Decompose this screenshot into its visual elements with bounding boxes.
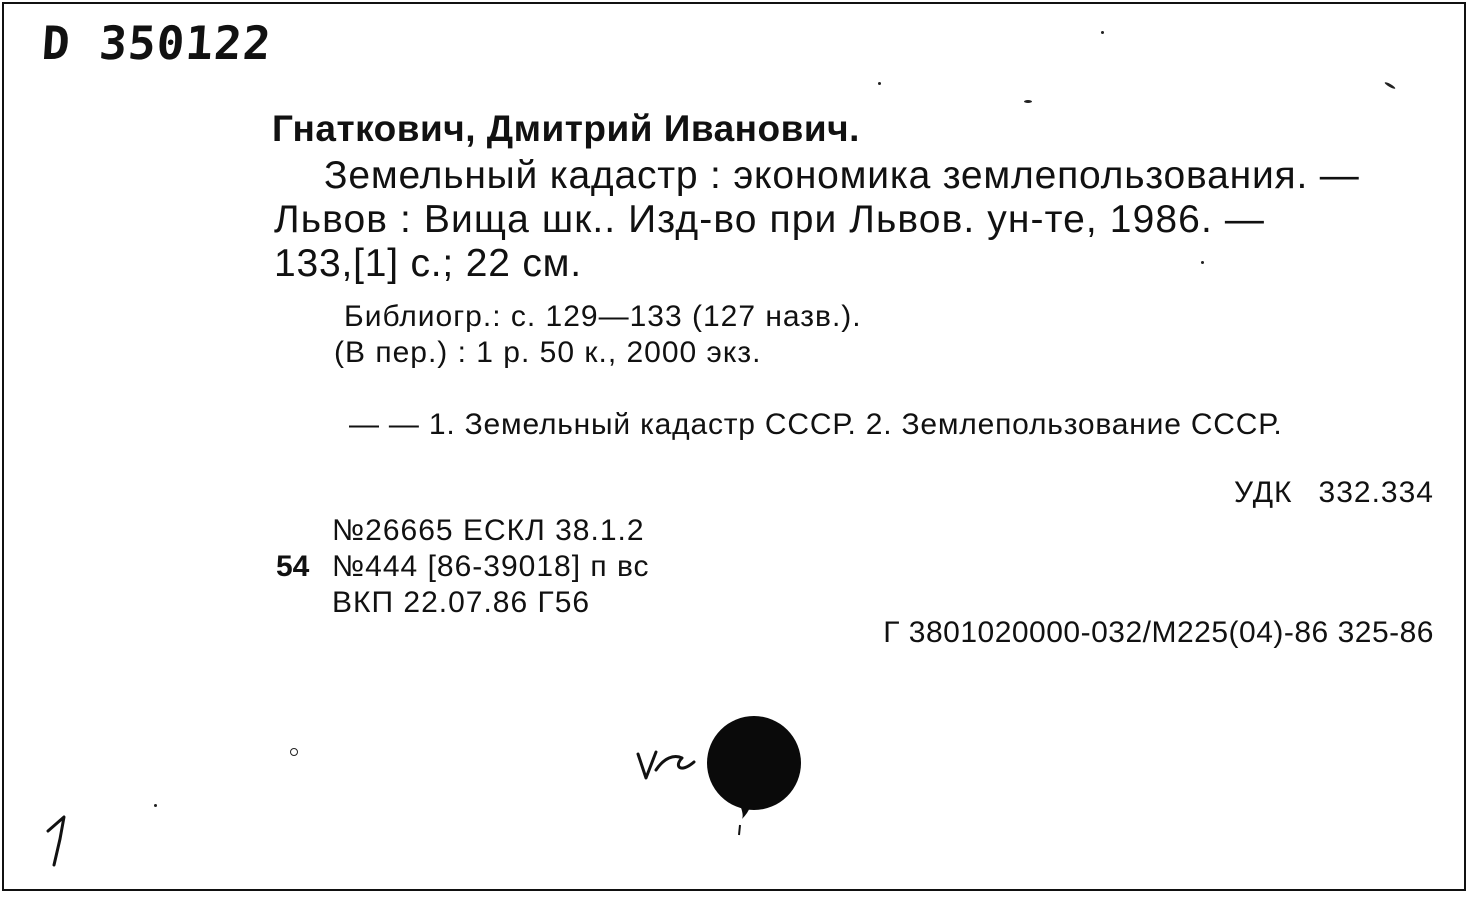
scan-speck (878, 82, 881, 85)
call-number: D 350122 (40, 16, 274, 70)
scan-speck (154, 804, 157, 807)
scan-speck (1384, 81, 1396, 90)
bibliography-note: Библиогр.: с. 129—133 (127 назв.). (344, 300, 862, 333)
registration-line-1: №26665 ЕСКЛ 38.1.2 (332, 514, 645, 547)
classification-code: Г 3801020000-032/М225(04)-86 325-86 (883, 616, 1434, 649)
title-line-3: 133,[1] с.; 22 см. (274, 242, 582, 285)
udk-label: УДК (1234, 476, 1293, 509)
title-line-1: Земельный кадастр : экономика землепользования. — (324, 154, 1360, 197)
handwritten-check-mark (634, 744, 698, 784)
title-line-2: Львов : Вища шк.. Изд-во при Львов. ун-те, 1986. — (274, 198, 1265, 241)
black-dot-stamp (706, 711, 806, 841)
registration-prefix: 54 (276, 550, 310, 583)
registration-line-2: №444 [86-39018] п вс (332, 550, 650, 583)
scan-speck (1101, 31, 1104, 34)
catalog-card (2, 2, 1466, 891)
price-note: (В пер.) : 1 р. 50 к., 2000 экз. (334, 336, 762, 369)
scan-speck (1201, 261, 1204, 264)
author-heading: Гнаткович, Дмитрий Иванович. (272, 108, 860, 149)
scan-speck (290, 748, 298, 756)
udk-classification (1234, 476, 1434, 510)
handwritten-digit-mark (44, 809, 84, 869)
subject-headings: — — 1. Земельный кадастр СССР. 2. Землепользование СССР. (349, 408, 1283, 441)
registration-line-3: ВКП 22.07.86 Г56 (332, 586, 591, 619)
scan-speck (1024, 100, 1032, 103)
udk-value: 332.334 (1318, 476, 1434, 509)
